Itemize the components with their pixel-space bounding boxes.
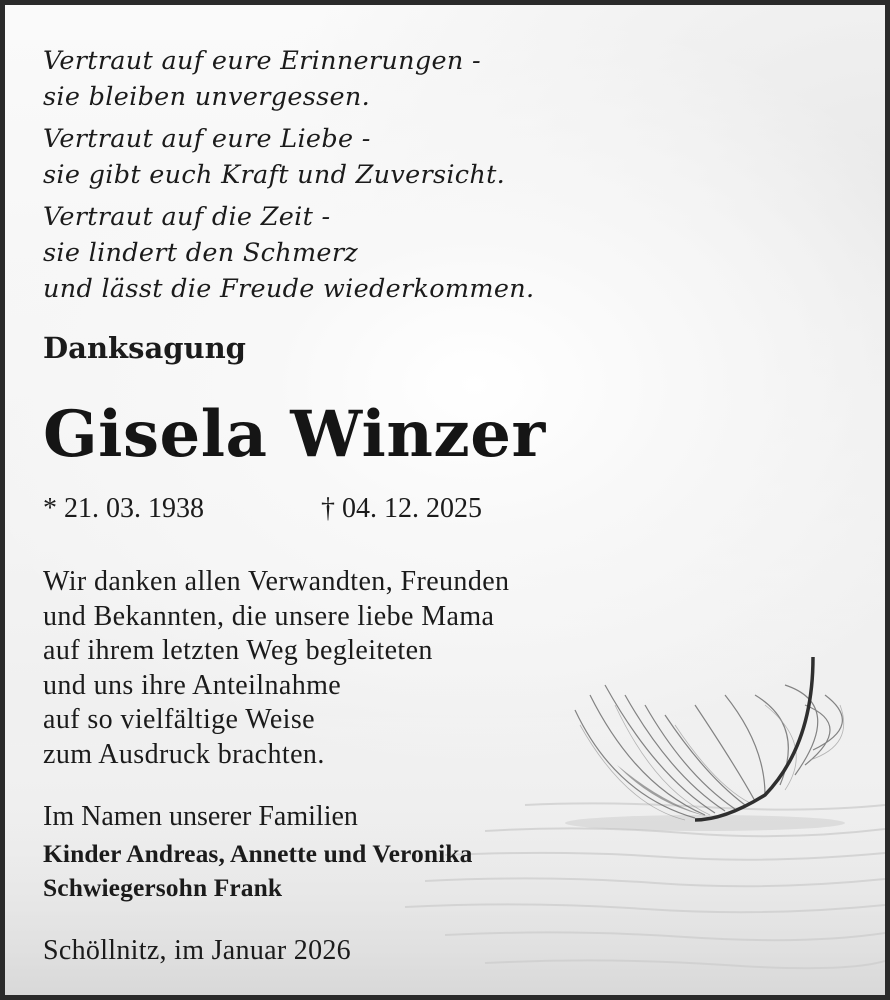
thanks-text: [43, 565, 509, 772]
verse-stanza-3: [43, 199, 534, 307]
verse-line: sie lindert den Schmerz: [43, 238, 359, 268]
verse-stanza-1: [43, 43, 481, 115]
death-date: † 04. 12. 2025: [321, 493, 482, 524]
thanks-line: und uns ihre Anteilnahme: [43, 669, 342, 701]
signer-son-in-law: Schwiegersohn Frank: [43, 873, 283, 902]
deceased-name: Gisela Winzer: [43, 397, 546, 472]
thanks-line: Wir danken allen Verwandten, Freunden: [43, 566, 510, 597]
verse-line: sie bleiben unvergessen.: [43, 82, 371, 112]
verse-line: Vertraut auf die Zeit -: [43, 202, 331, 232]
signature-block: [43, 801, 472, 905]
verse-stanza-2: [43, 121, 505, 193]
verse-line: und lässt die Freude wiederkommen.: [43, 274, 535, 304]
life-dates: [43, 493, 482, 525]
heading-danksagung: Danksagung: [43, 331, 246, 365]
verse-line: Vertraut auf eure Liebe -: [43, 124, 371, 154]
thanks-line: auf so vielfältige Weise: [43, 704, 315, 735]
thanks-line: und Bekannten, die unsere liebe Mama: [43, 600, 495, 632]
verse-line: sie gibt euch Kraft und Zuversicht.: [43, 160, 506, 190]
verse-line: Vertraut auf eure Erinnerungen -: [43, 46, 481, 76]
birth-date: * 21. 03. 1938: [43, 493, 204, 524]
thanks-line: zum Ausdruck brachten.: [43, 738, 325, 770]
signer-children: Kinder Andreas, Annette und Veronika: [43, 839, 473, 868]
signature-intro: Im Namen unserer Familien: [43, 801, 358, 832]
place-and-date: Schöllnitz, im Januar 2026: [43, 935, 351, 966]
thanks-line: auf ihrem letzten Weg begleiteten: [43, 635, 433, 666]
